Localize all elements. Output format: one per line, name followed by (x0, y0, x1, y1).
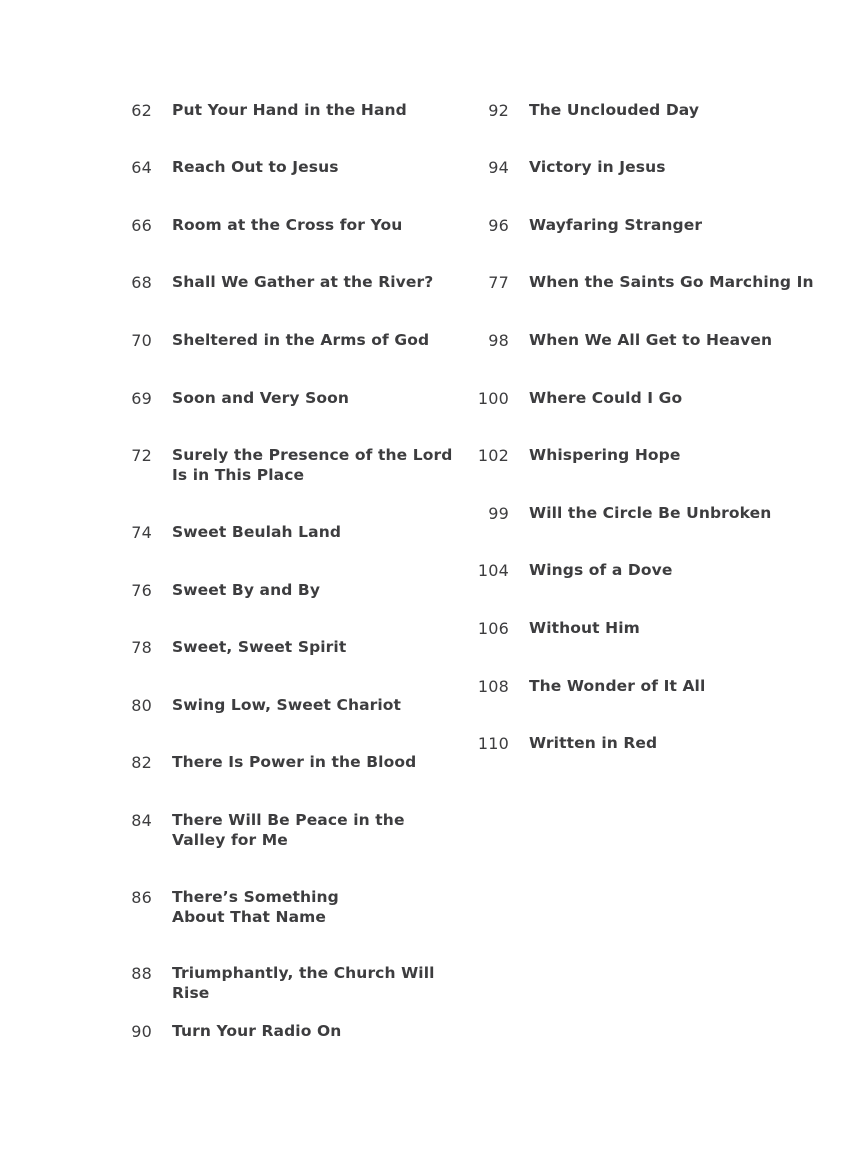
page-number: 92 (488, 101, 509, 120)
song-title: When the Saints Go Marching In (529, 273, 814, 291)
song-title: Swing Low, Sweet Chariot (172, 696, 402, 714)
song-title: Wayfaring Stranger (529, 216, 703, 234)
page-number: 86 (131, 888, 152, 907)
page-number: 64 (131, 158, 152, 177)
page-number: 77 (488, 273, 509, 292)
song-title: There Will Be Peace in the Valley for Me (172, 811, 405, 849)
song-title: The Wonder of It All (529, 677, 706, 695)
page-number: 84 (131, 811, 152, 830)
page-number: 99 (488, 504, 509, 523)
song-title: There Is Power in the Blood (172, 753, 417, 771)
page-number: 80 (131, 696, 152, 715)
page-number: 98 (488, 331, 509, 350)
page-number: 90 (131, 1022, 152, 1041)
page-number: 68 (131, 273, 152, 292)
page-number: 102 (477, 446, 509, 465)
song-title: Room at the Cross for You (172, 216, 403, 234)
song-title: Soon and Very Soon (172, 389, 349, 407)
song-title: The Unclouded Day (529, 101, 700, 119)
song-title: There’s Something About That Name (172, 888, 339, 926)
page-number: 70 (131, 331, 152, 350)
song-title: Reach Out to Jesus (172, 158, 339, 176)
page-number: 69 (131, 389, 152, 408)
page-number: 106 (477, 619, 509, 638)
page-number: 88 (131, 964, 152, 983)
page-number: 62 (131, 101, 152, 120)
song-title: Put Your Hand in the Hand (172, 101, 407, 119)
song-title: Sweet, Sweet Spirit (172, 638, 347, 656)
song-title: Turn Your Radio On (172, 1022, 342, 1040)
page-number: 74 (131, 523, 152, 542)
song-title: Surely the Presence of the Lord Is in This Place (172, 446, 453, 484)
page-number: 104 (477, 561, 509, 580)
page-number: 94 (488, 158, 509, 177)
song-title: Victory in Jesus (529, 158, 666, 176)
song-title: Sheltered in the Arms of God (172, 331, 430, 349)
song-title: Triumphantly, the Church Will Rise (172, 964, 435, 1002)
song-title: Sweet Beulah Land (172, 523, 342, 541)
page-number: 72 (131, 446, 152, 465)
page-number: 82 (131, 753, 152, 772)
song-title: Written in Red (529, 734, 658, 752)
page-number: 100 (477, 389, 509, 408)
page-number: 76 (131, 581, 152, 600)
page-number: 108 (477, 677, 509, 696)
page-number: 96 (488, 216, 509, 235)
song-title: Whispering Hope (529, 446, 681, 464)
song-title: When We All Get to Heaven (529, 331, 773, 349)
song-title: Will the Circle Be Unbroken (529, 504, 772, 522)
song-title: Wings of a Dove (529, 561, 673, 579)
song-title: Shall We Gather at the River? (172, 273, 434, 291)
page-number: 110 (477, 734, 509, 753)
page-number: 66 (131, 216, 152, 235)
song-title: Sweet By and By (172, 581, 321, 599)
song-title: Without Him (529, 619, 640, 637)
song-title: Where Could I Go (529, 389, 683, 407)
page-number: 78 (131, 638, 152, 657)
